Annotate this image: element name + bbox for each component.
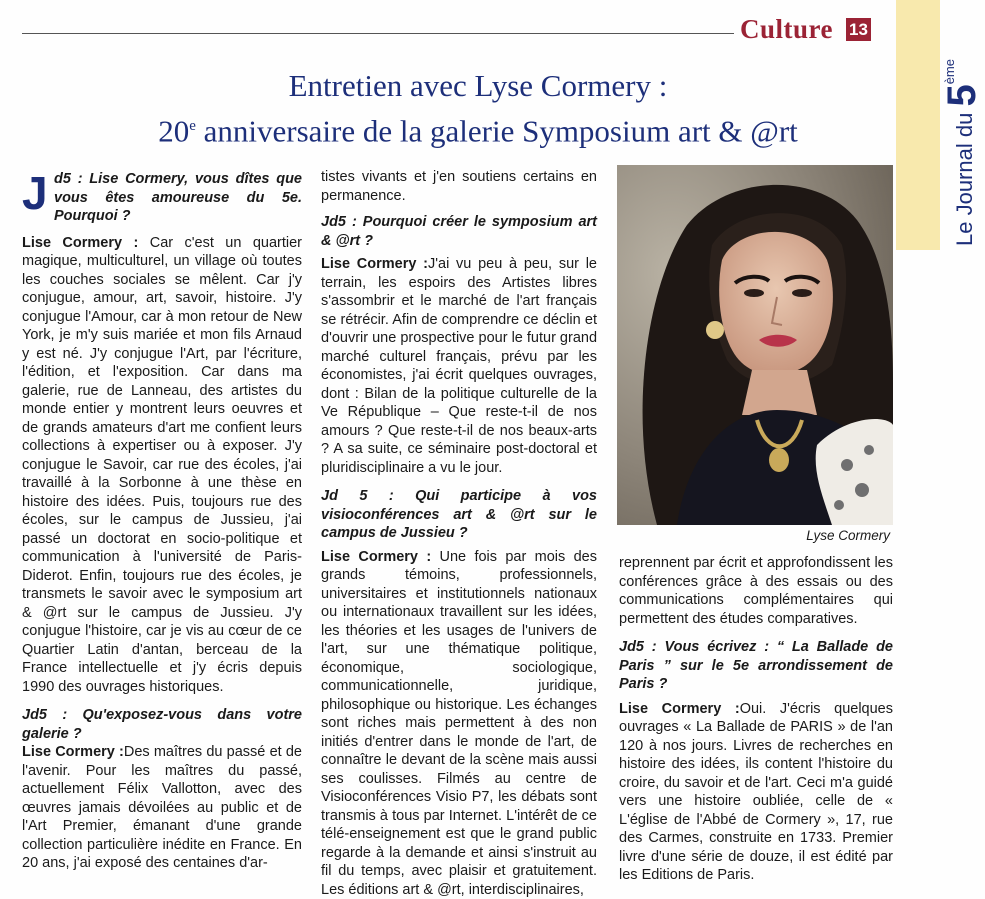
speaker-name: Lise Cormery : [321, 256, 428, 272]
answer-2-continued: tistes vivants et j'en soutiens certains en permanence. [321, 168, 597, 205]
question-4: Jd 5 : Qui participe à vos visioconférences art & @rt sur le campus de Jussieu ? [321, 487, 597, 543]
answer-5-text: Oui. J'écris quelques ouvrages « La Ballade de PARIS » de l'an 120 à nos jours. Livres de recherches en histoire des idées, ils content l'histoire du croire, du savoir et de l'art. Ceci m'a guidé vers une histoire oubliée, celle de « L'église de l'Abbé de Cormery », 17, rue des Carmes, construite en 1733. Premier livre d'une série de douze, il est édité par les Editions de Paris. [619, 701, 893, 884]
speaker-name: Lise Cormery : [22, 235, 138, 251]
answer-3-text: J'ai vu peu à peu, sur le terrain, les espoirs des Artistes libres s'assombrir et le marché de l'art français se rétrécir. Afin de comprendre ce déclin et d'ouvrir une prospective pour le futur grand marché culturel français, prévu par les économistes, j'ai écrit quelques ouvrages, dont : Bilan de la politique culturelle de la Ve République – Que reste-t-il de nos amours ? Que reste-t-il de nos beaux-arts ? A sa suite, ce séminaire post-doctoral et pluridisciplinaire a vu le jour. [321, 256, 597, 476]
journal-number: 5 [940, 84, 984, 106]
question-1: d5 : Lise Cormery, vous dîtes que vous êtes amoureuse du 5e. Pourquoi ? [22, 170, 302, 226]
photo-caption: Lyse Cormery [700, 528, 890, 543]
question-5: Jd5 : Vous écrivez : “ La Ballade de Paris ” sur le 5e arrondissement de Paris ? [619, 638, 893, 694]
question-2: Jd5 : Qu'exposez-vous dans votre galerie ? [22, 706, 302, 743]
journal-name [940, 59, 985, 246]
journal-suffix: ème [942, 59, 957, 84]
answer-4-text: Une fois par mois des grands témoins, professionnels, universitaires et institutionnels nationaux ou internationaux travaillent sur les idées, les théories et les usages de l'univers de l'art, sur une thématique politique, économique, sociologique, communicationnelle, juridique, philosophique ou historique. Les échanges sont riches mais permettent à des non initiés d'entrer dans le monde de l'art, de connaître le devant de la scène mais aussi ses coulisses. Filmés au centre de Visioconférences Visio P7, les débats sont transmis à tous par Internet. L'intérêt de ce télé-enseignement est que le grand public regarde à la demande et ainsi s'instruit au fil du temps, avec plaisir et gratuitement. Les éditions art & @rt, interdisciplinaires, [321, 549, 597, 898]
answer-1 [22, 234, 302, 697]
article-column-1 [22, 170, 302, 873]
headline-line-2 [60, 106, 896, 151]
speaker-name: Lise Cormery : [22, 744, 124, 760]
answer-2 [22, 743, 302, 873]
answer-5 [619, 700, 893, 885]
question-block-1 [22, 170, 302, 226]
headline-sup: e [189, 118, 196, 134]
answer-2-text: Des maîtres du passé et de l'avenir. Pour les maîtres du passé, actuellement Félix Vallotton, avec des œuvres jamais dévoilées au public et de l'Art Premier, émanant d'une grande collection particulière inédite en France. En 20 ans, j'ai exposé des centaines d'ar- [22, 744, 302, 871]
headline-rest: anniversaire de la galerie Symposium art & @rt [196, 113, 798, 148]
portrait-illustration [617, 165, 893, 525]
speaker-name: Lise Cormery : [321, 549, 431, 565]
speaker-name: Lise Cormery : [619, 701, 740, 717]
answer-4-continued: reprennent par écrit et approfondissent les conférences grâce à des essais ou des communications complémentaires qui permettent des études comparatives. [619, 554, 893, 628]
journal-side-tab [896, 0, 940, 250]
drop-cap: J [22, 170, 48, 216]
answer-1-text: Car c'est un quartier magique, multiculturel, un village où toutes les couches sociales se mêlent. Car j'y conjugue, amour, art, savoir, histoire. J'y conjugue l'Amour, car à mon retour de New York, je m'y suis mariée et mon fils Arnaud y est né. J'y conjugue l'Art, par l'écriture, l'édition, et l'exposition. Car dans ma galerie, rue de Lanneau, des artistes du monde entier y montrent leurs oeuvres et de grands amateurs d'art me confient leurs collections à expertiser ou à exposer. J'y conjugue le Savoir, car rue des écoles, j'ai travaillé à la Sorbonne à une thèse en histoire des idées. Puis, toujours rue des écoles, sur le campus de Jussieu, j'ai passé un doctorat en socio-politique et communication à l'université de Paris-Diderot. Enfin, toujours rue des écoles, je transmets le savoir avec le symposium art & @rt sur le campus de Jussieu. J'y conjugue l'histoire, car je vis au cœur de ce Quartier Latin d'antan, berceau de la France intellectuelle et j'y écris depuis 1990 des ouvrages historiques. [22, 235, 302, 695]
header-rule [22, 33, 734, 34]
page-number-badge: 13 [846, 18, 871, 41]
answer-4 [321, 548, 597, 899]
section-title: Culture [740, 14, 833, 45]
headline-number: 20 [158, 113, 189, 148]
answer-3 [321, 255, 597, 477]
article-column-3 [619, 554, 893, 885]
article-headline [60, 66, 896, 151]
portrait-photo [617, 165, 893, 525]
question-3: Jd5 : Pourquoi créer le symposium art & @rt ? [321, 213, 597, 250]
journal-prefix: Le Journal du [952, 113, 977, 246]
article-column-2 [321, 168, 597, 899]
headline-line-1: Entretien avec Lyse Cormery : [60, 66, 896, 106]
